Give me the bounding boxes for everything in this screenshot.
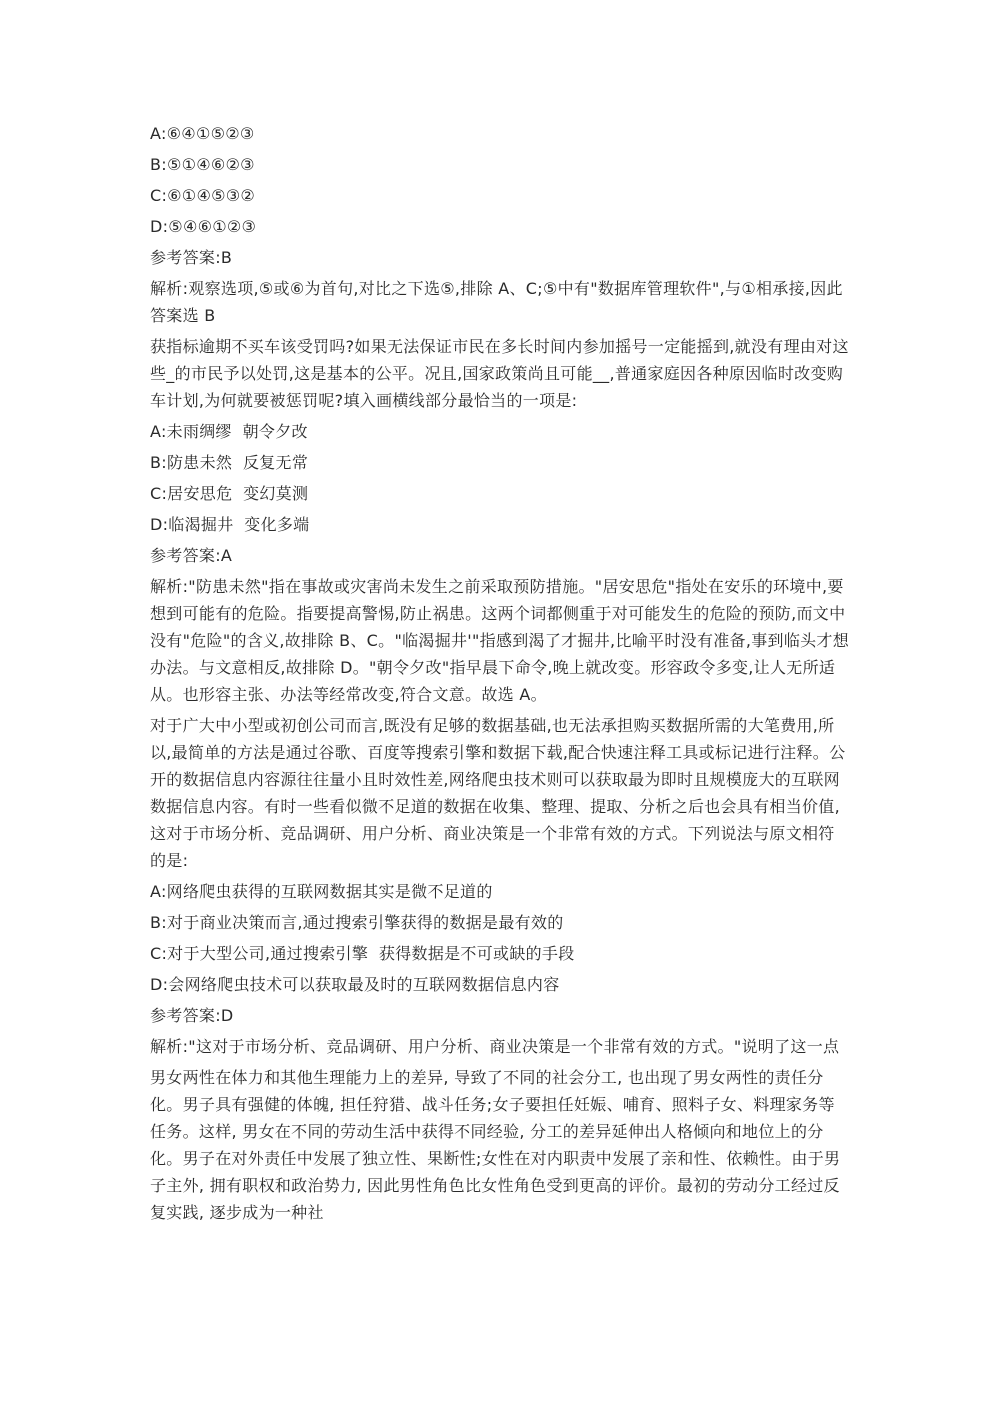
q3-option-d: D:会网络爬虫技术可以获取最及时的互联网数据信息内容: [150, 975, 560, 994]
q2-option-b: B:防患未然 反复无常: [150, 453, 309, 472]
q3-option-b: B:对于商业决策而言,通过搜索引擎获得的数据是最有效的: [150, 913, 564, 932]
q2-answer: 参考答案:A: [150, 546, 233, 565]
q3-option-a: A:网络爬虫获得的互联网数据其实是微不足道的: [150, 882, 493, 901]
q3-option-c: C:对于大型公司,通过搜索引擎 获得数据是不可或缺的手段: [150, 944, 575, 963]
q3-answer: 参考答案:D: [150, 1006, 234, 1025]
q1-option-a: A:⑥④①⑤②③: [150, 124, 255, 143]
q1-option-b: B:⑤①④⑥②③: [150, 155, 255, 174]
q2-explanation: 解析:"防患未然"指在事故或灾害尚未发生之前采取预防措施。"居安思危"指处在安乐的环境中,要想到可能有的危险。指要提高警惕,防止祸患。这两个词都侧重于对可能发生的危险的预防,而文中没有"危险"的含义,故排除 B、C。"临渴掘井'"指感到渴了才掘井,比喻平时没有准备,事到临头才想办法。与文意相反,故排除 D。"朝令夕改"指早晨下命令,晚上就改变。形容政令多变,让人无所适从。也形容主张、办法等经常改变,符合文意。故选 A。: [150, 577, 850, 704]
q3-explanation: 解析:"这对于市场分析、竞品调研、用户分析、商业决策是一个非常有效的方式。"说明了这一点: [150, 1037, 840, 1056]
q3-question: 对于广大中小型或初创公司而言,既没有足够的数据基础,也无法承担购买数据所需的大笔费用,所以,最简单的方法是通过谷歌、百度等搜索引擎和数据下载,配合快速注释工具或标记进行注释。公开的数据信息内容源往往量小且时效性差,网络爬虫技术则可以获取最为即时且规模庞大的互联网数据信息内容。有时一些看似微不足道的数据在收集、整理、提取、分析之后也会具有相当价值,这对于市场分析、竞品调研、用户分析、商业决策是一个非常有效的方式。下列说法与原文相符的是:: [150, 716, 846, 870]
q1-option-d: D:⑤④⑥①②③: [150, 217, 257, 236]
q1-explanation: 解析:观察选项,⑤或⑥为首句,对比之下选⑤,排除 A、C;⑤中有"数据库管理软件",与①相承接,因此答案选 B: [150, 279, 843, 325]
q1-option-c: C:⑥①④⑤③②: [150, 186, 256, 205]
q2-option-a: A:未雨绸缪 朝令夕改: [150, 422, 308, 441]
document-body: [150, 120, 850, 1230]
q1-answer: 参考答案:B: [150, 248, 233, 267]
q4-question: 男女两性在体力和其他生理能力上的差异, 导致了不同的社会分工, 也出现了男女两性的责任分化。男子具有强健的体魄, 担任狩猎、战斗任务;女子要担任妊娠、哺育、照料子女、料理家务等任务。这样, 男女在不同的劳动生活中获得不同经验, 分工的差异延伸出人格倾向和地位上的分化。男子在对外责任中发展了独立性、果断性;女性在对内职责中发展了亲和性、依赖性。由于男子主外, 拥有职权和政治势力, 因此男性角色比女性角色受到更高的评价。最初的劳动分工经过反复实践, 逐步成为一种社: [150, 1068, 841, 1222]
q2-option-c: C:居安思危 变幻莫测: [150, 484, 309, 503]
q2-question: 获指标逾期不买车该受罚吗?如果无法保证市民在多长时间内参加摇号一定能摇到,就没有理由对这些_的市民予以处罚,这是基本的公平。况且,国家政策尚且可能__,普通家庭因各种原因临时改变购车计划,为何就要被惩罚呢?填入画横线部分最恰当的一项是:: [150, 337, 849, 410]
q2-option-d: D:临渴掘井 变化多端: [150, 515, 310, 534]
